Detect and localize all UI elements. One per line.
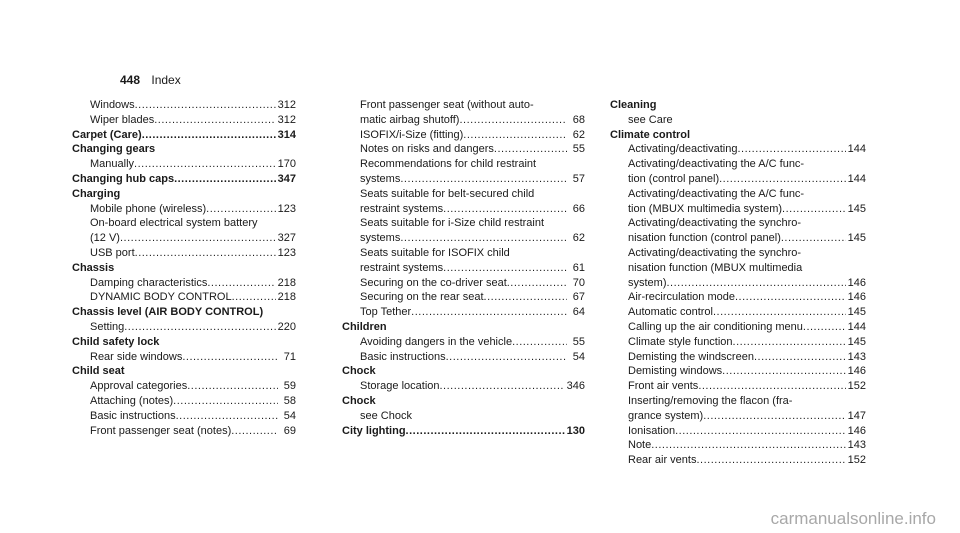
index-column-3 [610, 98, 866, 468]
page-ref: 144 [847, 172, 866, 185]
entry-label: Demisting the windscreen [628, 350, 754, 363]
entry-label: Demisting windows [628, 365, 723, 378]
index-heading [342, 320, 585, 335]
entry-label: Notes on risks and dangers [360, 143, 494, 156]
index-subentry [342, 231, 585, 246]
entry-label: Changing gears [72, 143, 156, 156]
index-subentry [72, 379, 296, 394]
entry-label: Cleaning [610, 99, 657, 111]
page-ref: 312 [277, 99, 296, 111]
index-subentry [610, 335, 866, 350]
page-ref: 146 [847, 424, 866, 437]
index-subentry [610, 350, 866, 365]
entry-label: restraint systems [360, 261, 444, 274]
index-subentry [342, 202, 585, 217]
dot-leader [494, 142, 567, 157]
page-ref: 146 [847, 276, 866, 289]
entry-label: Activating/deactivating the synchro- [628, 217, 802, 230]
entry-label: Chassis level (AIR BODY CONTROL) [72, 306, 264, 319]
entry-label: Chock [342, 365, 376, 378]
page-ref: 144 [847, 143, 866, 156]
entry-label: Windows [90, 99, 135, 111]
index-subentry [610, 379, 866, 394]
page-ref: 143 [847, 439, 866, 452]
entry-label: Seats suitable for i-Size child restraint [360, 217, 545, 230]
entry-label: nisation function (MBUX multimedia [628, 261, 803, 274]
dot-leader [135, 246, 276, 261]
entry-label: Front passenger seat (notes) [90, 424, 232, 437]
index-subentry [342, 335, 585, 350]
index-subentry [72, 202, 296, 217]
dot-leader [124, 320, 275, 335]
index-heading [72, 142, 296, 157]
dot-leader [446, 350, 567, 365]
page-ref: 220 [277, 320, 296, 333]
index-column-1 [72, 98, 296, 438]
index-subentry [610, 394, 866, 409]
entry-label: Changing hub caps [72, 172, 175, 185]
entry-label: Front air vents [628, 380, 699, 393]
index-subentry [610, 453, 866, 468]
dot-leader [440, 379, 565, 394]
index-subentry [342, 409, 585, 424]
page-ref: 55 [572, 335, 585, 348]
index-subentry [342, 276, 585, 291]
dot-leader [722, 364, 845, 379]
entry-label: systems [360, 172, 401, 185]
index-subentry [610, 409, 866, 424]
dot-leader [754, 350, 846, 365]
entry-label: USB port [90, 246, 135, 259]
entry-label: Charging [72, 187, 121, 200]
index-subentry [610, 364, 866, 379]
entry-label: Activating/deactivating the A/C func- [628, 158, 805, 171]
page-ref: 143 [847, 350, 866, 363]
dot-leader [781, 231, 846, 246]
dot-leader [803, 320, 846, 335]
index-subentry [72, 98, 296, 113]
entry-label: Climate control [610, 128, 691, 141]
page-ref: 347 [277, 172, 296, 185]
entry-label: Child seat [72, 365, 125, 378]
page-ref: 64 [572, 306, 585, 319]
entry-label: Climate style function [628, 335, 733, 348]
index-subentry [342, 261, 585, 276]
page-ref: 71 [283, 350, 296, 363]
dot-leader [206, 202, 275, 217]
index-subentry [72, 157, 296, 172]
index-subentry [342, 290, 585, 305]
entry-label: Securing on the co-driver seat [360, 276, 507, 289]
entry-label: Note [628, 439, 652, 452]
page-ref: 146 [847, 365, 866, 378]
index-subentry [342, 142, 585, 157]
index-subentry [342, 246, 585, 261]
index-subentry [72, 231, 296, 246]
index-column-2 [342, 98, 585, 438]
index-subentry [72, 350, 296, 365]
index-subentry [610, 231, 866, 246]
dot-leader [735, 290, 846, 305]
index-subentry [72, 113, 296, 128]
entry-label: Front passenger seat (without auto- [360, 99, 534, 111]
index-subentry [342, 379, 585, 394]
index-subentry [342, 305, 585, 320]
index-subentry [72, 276, 296, 291]
page-ref: 58 [283, 394, 296, 407]
page-ref: 54 [572, 350, 585, 363]
page-ref: 145 [847, 202, 866, 215]
dot-leader [135, 98, 276, 113]
entry-label: ISOFIX/i-Size (fitting) [360, 128, 464, 141]
dot-leader [782, 202, 846, 217]
entry-label: Wiper blades [90, 113, 155, 126]
index-subentry [610, 113, 866, 128]
entry-label: Chock [342, 394, 376, 407]
index-subentry [610, 438, 866, 453]
index-heading [342, 364, 585, 379]
page-ref: 218 [277, 276, 296, 289]
entry-label: Recommendations for child restraint [360, 158, 537, 171]
index-subentry [610, 276, 866, 291]
entry-label: Damping characteristics [90, 276, 208, 289]
dot-leader [459, 113, 567, 128]
dot-leader [207, 276, 275, 291]
index-subentry [72, 246, 296, 261]
dot-leader [651, 438, 845, 453]
entry-label: DYNAMIC BODY CONTROL [90, 291, 232, 304]
index-subentry [342, 157, 585, 172]
entry-label: systems [360, 232, 401, 245]
index-heading [342, 394, 585, 409]
entry-label: Rear air vents [628, 454, 697, 467]
entry-label: Chassis [72, 261, 115, 274]
index-subentry [342, 113, 585, 128]
dot-leader [443, 202, 567, 217]
index-subentry [72, 394, 296, 409]
entry-label: matic airbag shutoff) [360, 113, 460, 126]
page-ref: 312 [277, 113, 296, 126]
page-ref: 144 [847, 320, 866, 333]
page-ref: 152 [847, 454, 866, 467]
page-ref: 55 [572, 143, 585, 156]
index-subentry [342, 216, 585, 231]
entry-label: tion (control panel) [628, 172, 720, 185]
entry-label: Approval categories [90, 380, 188, 393]
dot-leader [400, 172, 567, 187]
dot-leader [719, 172, 846, 187]
page-ref: 57 [572, 172, 585, 185]
index-subentry [342, 128, 585, 143]
page-ref: 152 [847, 380, 866, 393]
index-subentry [72, 320, 296, 335]
dot-leader [142, 128, 276, 143]
entry-label: Top Tether [360, 306, 412, 319]
entry-label: Carpet (Care) [72, 128, 142, 141]
entry-label: Ionisation [628, 424, 676, 437]
dot-leader [463, 128, 567, 143]
entry-label: grance system) [628, 409, 704, 422]
dot-leader [411, 305, 567, 320]
index-heading [72, 187, 296, 202]
dot-leader [713, 305, 846, 320]
section-title: Index [151, 73, 181, 87]
index-subentry [610, 172, 866, 187]
entry-label: Mobile phone (wireless) [90, 202, 207, 215]
entry-label: Rear side windows [90, 350, 183, 363]
entry-label: Basic instructions [360, 350, 446, 363]
entry-label: Calling up the air conditioning menu [628, 320, 803, 333]
dot-leader [512, 335, 567, 350]
entry-label: (12 V) [90, 232, 120, 245]
entry-label: Child safety lock [72, 335, 160, 348]
index-subentry [342, 98, 585, 113]
page-ref: 59 [283, 380, 296, 393]
dot-leader [134, 157, 276, 172]
index-subentry [342, 187, 585, 202]
entry-label: City lighting [342, 424, 406, 437]
entry-label: Attaching (notes) [90, 394, 174, 407]
entry-label: restraint systems [360, 202, 444, 215]
index-heading [610, 128, 866, 143]
page-header [120, 73, 181, 87]
index-heading [72, 305, 296, 320]
dot-leader [507, 276, 567, 291]
index-heading [72, 261, 296, 276]
entry-label: Storage location [360, 380, 440, 393]
index-subentry [72, 216, 296, 231]
index-subentry [610, 246, 866, 261]
dot-leader [231, 424, 278, 439]
entry-label: Manually [90, 158, 135, 171]
dot-leader [406, 424, 565, 439]
dot-leader [443, 261, 567, 276]
entry-label: On-board electrical system battery [90, 217, 258, 230]
page-ref: 62 [572, 128, 585, 141]
index-heading [72, 364, 296, 379]
index-subentry [610, 290, 866, 305]
page-ref: 123 [277, 246, 296, 259]
index-subentry [610, 216, 866, 231]
dot-leader [154, 113, 275, 128]
index-heading [610, 98, 866, 113]
index-subentry [610, 202, 866, 217]
dot-leader [232, 290, 276, 305]
watermark: carmanualsonline.info [770, 509, 936, 528]
dot-leader [698, 379, 845, 394]
dot-leader [696, 453, 845, 468]
index-subentry [610, 157, 866, 172]
index-subentry [72, 290, 296, 305]
index-heading [342, 424, 585, 439]
dot-leader [733, 335, 846, 350]
index-subentry [610, 142, 866, 157]
page-ref: 68 [572, 113, 585, 126]
page-ref: 218 [277, 291, 296, 304]
index-heading [72, 172, 296, 187]
dot-leader [120, 231, 276, 246]
dot-leader [400, 231, 567, 246]
index-subentry [610, 305, 866, 320]
page-ref: 314 [277, 128, 296, 141]
dot-leader [667, 276, 846, 291]
index-subentry [610, 187, 866, 202]
entry-label: Activating/deactivating the A/C func- [628, 187, 805, 200]
dot-leader [173, 394, 278, 409]
page-ref: 170 [277, 158, 296, 171]
entry-label: Air-recirculation mode [628, 291, 735, 304]
entry-label: Seats suitable for belt-secured child [360, 187, 535, 200]
entry-label: Setting [90, 320, 125, 333]
dot-leader [484, 290, 567, 305]
index-subentry [610, 261, 866, 276]
dot-leader [737, 142, 845, 157]
index-heading [72, 335, 296, 350]
index-subentry [72, 409, 296, 424]
page-ref: 62 [572, 232, 585, 245]
dot-leader [174, 172, 276, 187]
entry-label: see Chock [360, 409, 412, 422]
page-ref: 327 [277, 232, 296, 245]
index-subentry [610, 320, 866, 335]
page-ref: 145 [847, 335, 866, 348]
page-ref: 61 [572, 261, 585, 274]
page-ref: 67 [572, 291, 585, 304]
entry-label: Activating/deactivating [628, 143, 738, 156]
page-ref: 66 [572, 202, 585, 215]
page-number: 448 [120, 73, 141, 87]
page-ref: 123 [277, 202, 296, 215]
dot-leader [187, 379, 278, 394]
entry-label: Seats suitable for ISOFIX child [360, 246, 510, 259]
entry-label: system) [628, 276, 667, 289]
entry-label: Avoiding dangers in the vehicle [360, 335, 513, 348]
entry-label: Basic instructions [90, 409, 176, 422]
dot-leader [703, 409, 845, 424]
dot-leader [675, 424, 846, 439]
page-ref: 147 [847, 409, 866, 422]
index-subentry [342, 350, 585, 365]
page-ref: 70 [572, 276, 585, 289]
entry-label: tion (MBUX multimedia system) [628, 202, 783, 215]
index-subentry [610, 424, 866, 439]
entry-label: see Care [628, 113, 673, 126]
index-heading [72, 128, 296, 143]
index-subentry [72, 424, 296, 439]
page-ref: 130 [566, 424, 585, 437]
page-ref: 69 [283, 424, 296, 437]
entry-label: Activating/deactivating the synchro- [628, 246, 802, 259]
dot-leader [182, 350, 278, 365]
index-subentry [342, 172, 585, 187]
page-ref: 54 [283, 409, 296, 422]
page-ref: 346 [566, 380, 585, 393]
entry-label: Children [342, 320, 387, 333]
dot-leader [176, 409, 278, 424]
entry-label: nisation function (control panel) [628, 232, 781, 245]
entry-label: Securing on the rear seat [360, 291, 484, 304]
entry-label: Automatic control [628, 306, 713, 319]
entry-label: Inserting/removing the flacon (fra- [628, 394, 793, 407]
page-ref: 145 [847, 306, 866, 319]
page-ref: 146 [847, 291, 866, 304]
page-ref: 145 [847, 232, 866, 245]
